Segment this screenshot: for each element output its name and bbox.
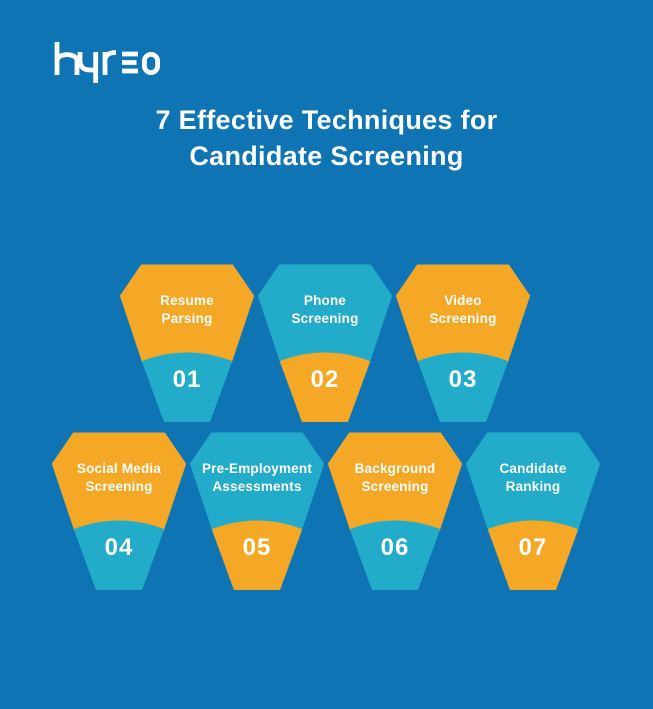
page-title-line1: 7 Effective Techniques for bbox=[155, 105, 498, 135]
funnel-shape bbox=[52, 433, 186, 590]
funnel-shape bbox=[258, 265, 392, 422]
badge-number: 02 bbox=[310, 366, 340, 393]
badge-number: 05 bbox=[242, 534, 272, 561]
badge-background-screening bbox=[328, 433, 462, 590]
badge-video-screening bbox=[396, 265, 530, 422]
funnel-shape bbox=[120, 265, 254, 422]
badge-number: 04 bbox=[104, 534, 134, 561]
badge-resume-parsing bbox=[120, 265, 254, 422]
badge-title: Phone Screening bbox=[291, 293, 359, 326]
badge-phone-screening bbox=[258, 265, 392, 422]
badge-title: Social Media Screening bbox=[76, 461, 162, 494]
badge-number: 07 bbox=[518, 534, 548, 561]
badge-social-media-screening bbox=[52, 433, 186, 590]
badge-title: Background Screening bbox=[354, 461, 436, 494]
funnel-shape bbox=[190, 433, 324, 590]
badge-number: 06 bbox=[380, 534, 410, 561]
badge-number: 01 bbox=[172, 366, 202, 393]
badge-title: Pre-Employment Assessments bbox=[201, 461, 313, 494]
badge-candidate-ranking bbox=[466, 433, 600, 590]
badge-pre-employment-assessments bbox=[190, 433, 324, 590]
badge-title: Candidate Ranking bbox=[499, 461, 567, 494]
badge-number: 03 bbox=[448, 366, 478, 393]
hyreo-logo-icon bbox=[52, 39, 164, 87]
hyreo-logo bbox=[52, 39, 164, 87]
funnel-shape bbox=[466, 433, 600, 590]
page-title-line2: Candidate Screening bbox=[189, 141, 464, 171]
funnel-shape bbox=[328, 433, 462, 590]
badge-title: Video Screening bbox=[429, 293, 497, 326]
page-title bbox=[0, 102, 653, 174]
funnel-shape bbox=[396, 265, 530, 422]
badge-title: Resume Parsing bbox=[160, 293, 214, 326]
